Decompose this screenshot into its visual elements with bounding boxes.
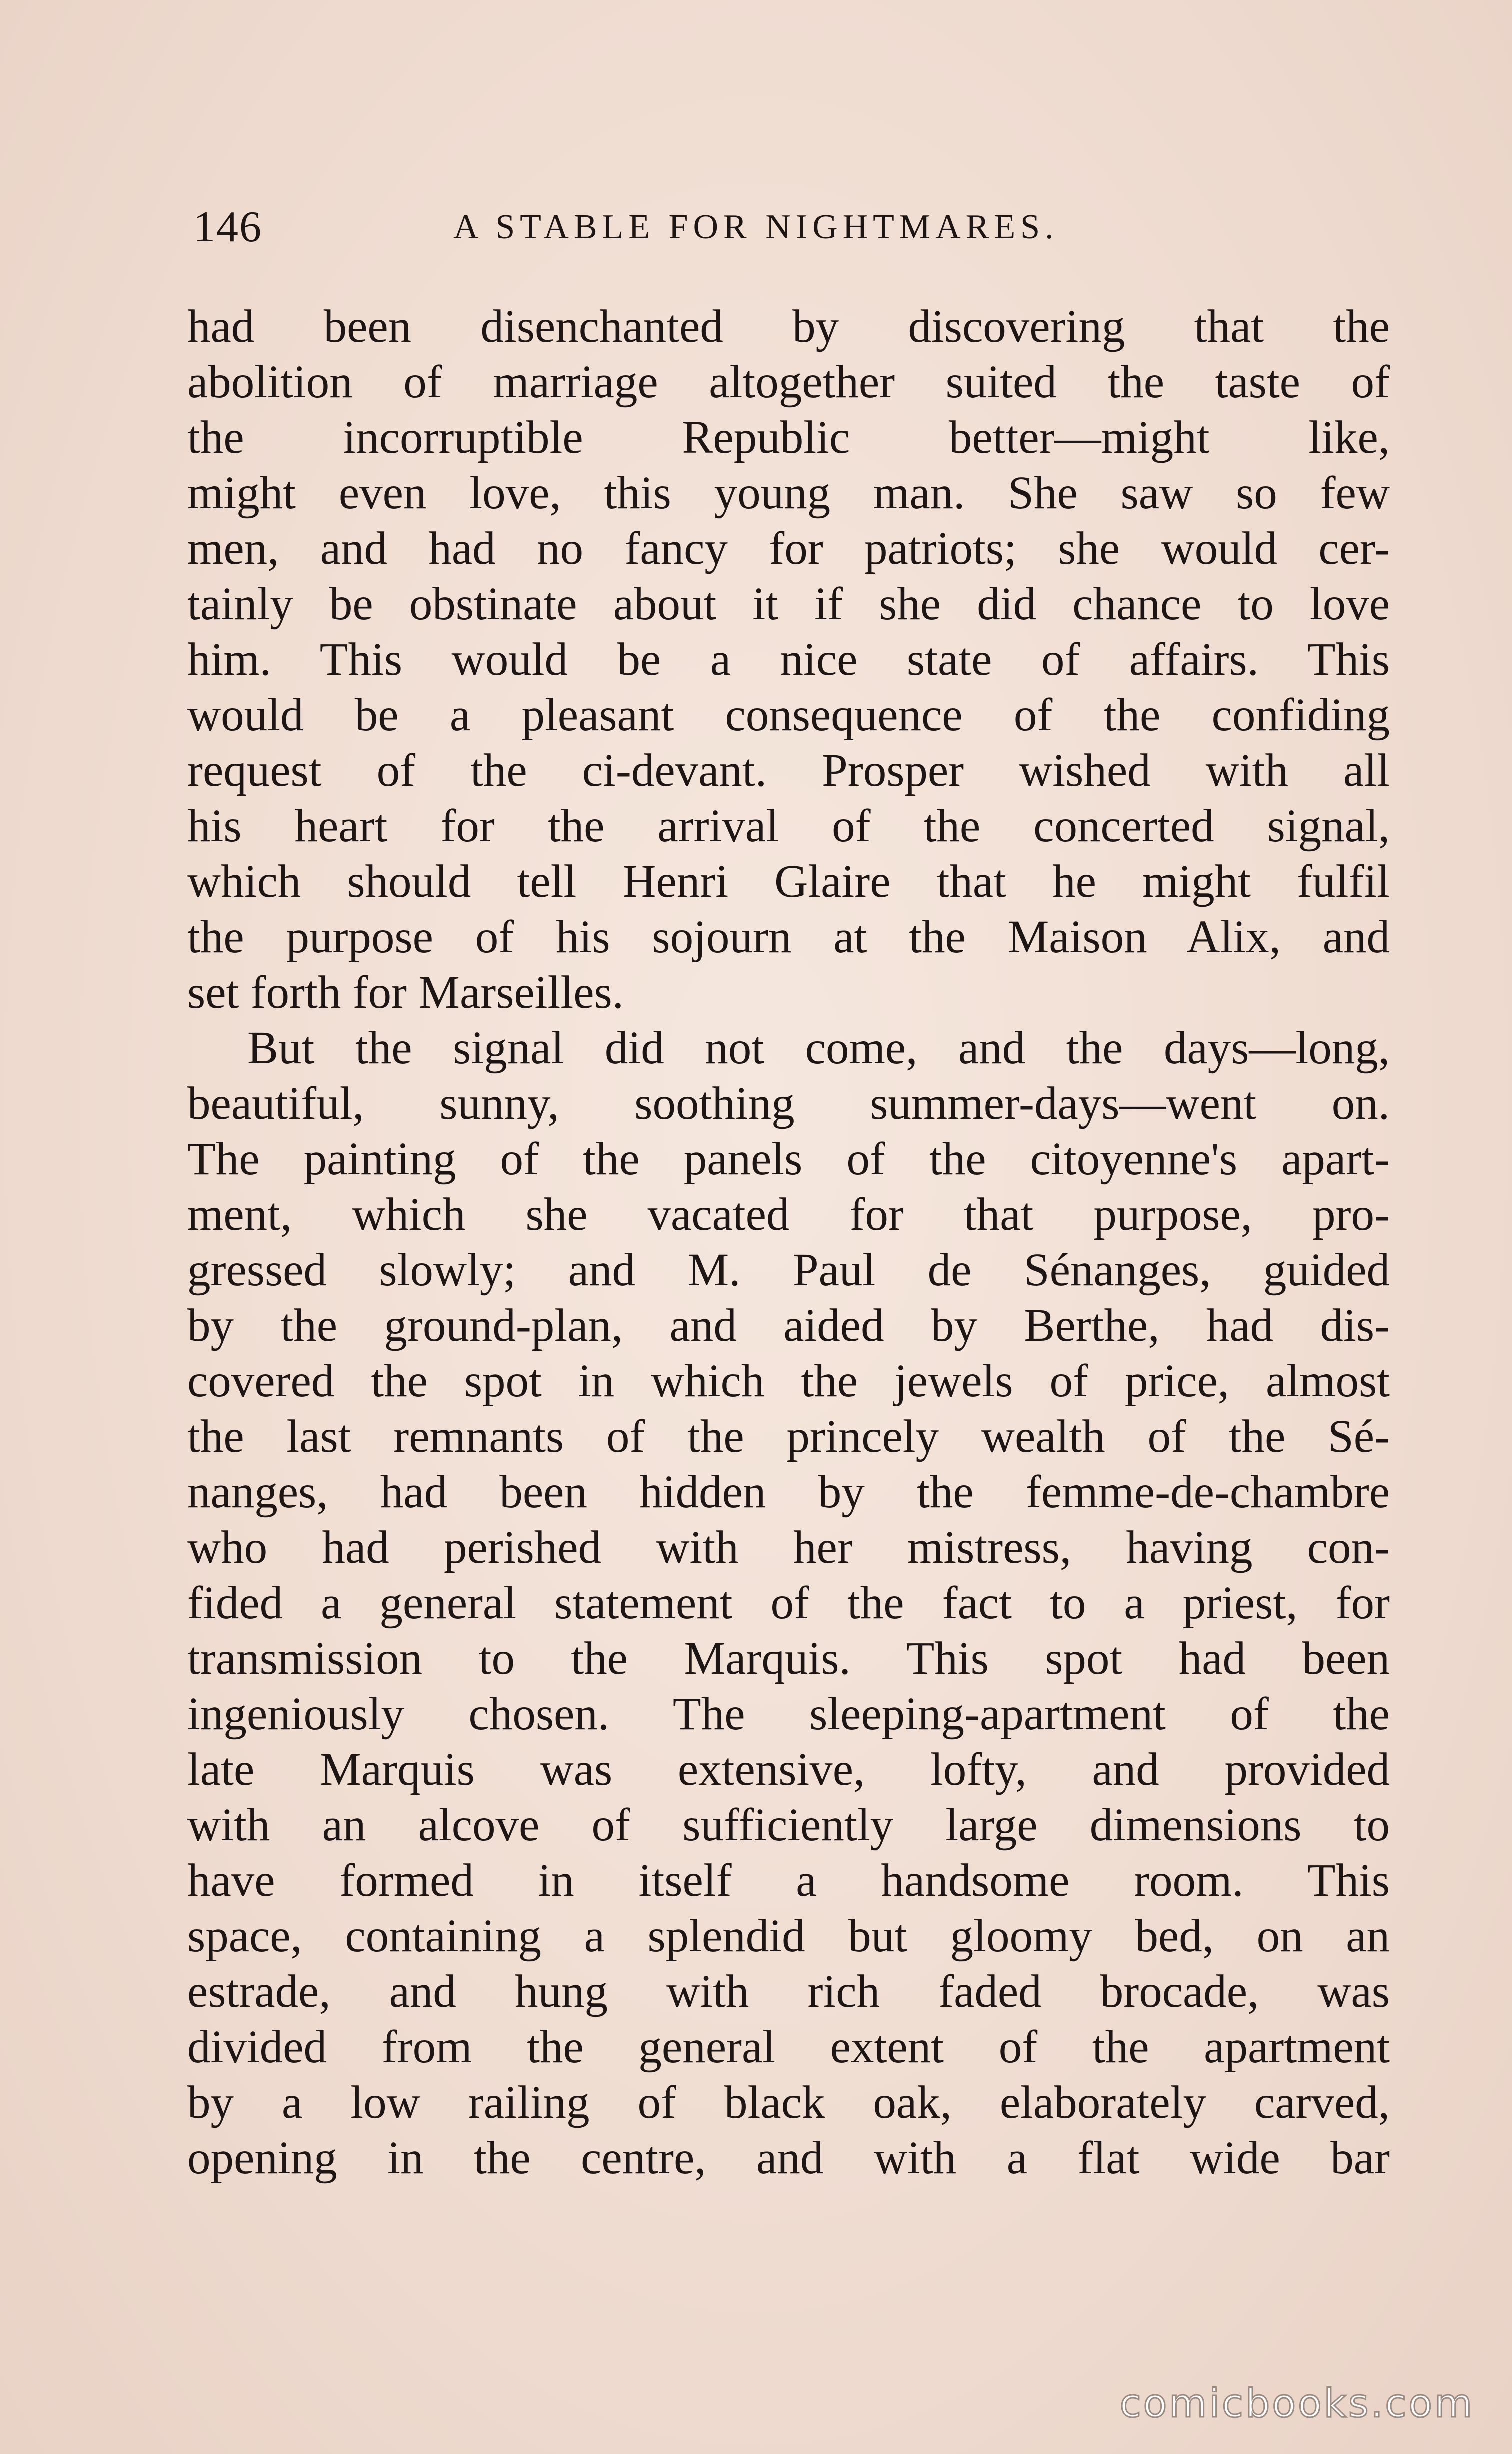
text-line: The painting of the panels of the citoyenne's apart- xyxy=(188,1134,1390,1185)
text-line: late Marquis was extensive, lofty, and provided xyxy=(188,1744,1390,1796)
text-line: him. This would be a nice state of affairs. This xyxy=(188,634,1390,686)
body-text xyxy=(188,299,1390,2186)
text-line: ingeniously chosen. The sleeping-apartment of the xyxy=(188,1688,1390,1740)
text-line: the last remnants of the princely wealth of the Sé- xyxy=(188,1411,1390,1462)
text-line: by a low railing of black oak, elaborately carved, xyxy=(188,2077,1390,2128)
text-line: by the ground-plan, and aided by Berthe, had dis- xyxy=(188,1300,1390,1352)
watermark: comicbooks.com xyxy=(1120,2382,1474,2426)
running-head xyxy=(194,198,1394,258)
text-line: nanges, had been hidden by the femme-de-chambre xyxy=(188,1466,1390,1518)
text-line: tainly be obstinate about it if she did chance to love xyxy=(188,578,1390,630)
text-line: space, containing a splendid but gloomy bed, on an xyxy=(188,1910,1390,1962)
text-line: the purpose of his sojourn at the Maison Alix, and xyxy=(188,912,1390,963)
text-line: divided from the general extent of the apartment xyxy=(188,2022,1390,2073)
text-line: the incorruptible Republic better—might like, xyxy=(188,412,1390,464)
text-line: men, and had no fancy for patriots; she would cer- xyxy=(188,523,1390,574)
text-line: set forth for Marseilles. xyxy=(188,967,624,1018)
text-line: have formed in itself a handsome room. This xyxy=(188,1855,1390,1906)
text-line: ment, which she vacated for that purpose, pro- xyxy=(188,1189,1390,1240)
text-line: beautiful, sunny, soothing summer-days—went on. xyxy=(188,1078,1390,1130)
page-number: 146 xyxy=(194,203,262,252)
text-line: abolition of marriage altogether suited the taste of xyxy=(188,356,1390,408)
text-line: might even love, this young man. She saw so few xyxy=(188,468,1390,519)
text-line: would be a pleasant consequence of the confiding xyxy=(188,690,1390,741)
text-line: which should tell Henri Glaire that he might fulfil xyxy=(188,856,1390,908)
text-line: But the signal did not come, and the days—long, xyxy=(248,1022,1390,1074)
text-line: fided a general statement of the fact to a priest, for xyxy=(188,1578,1390,1629)
text-line: gressed slowly; and M. Paul de Sénanges, guided xyxy=(188,1244,1390,1296)
text-line: estrade, and hung with rich faded brocade, was xyxy=(188,1966,1390,2018)
text-line: request of the ci-devant. Prosper wished with all xyxy=(188,745,1390,796)
running-title: A STABLE FOR NIGHTMARES. xyxy=(454,208,1059,246)
text-line: his heart for the arrival of the concerted signal, xyxy=(188,800,1390,852)
text-line: transmission to the Marquis. This spot had been xyxy=(188,1633,1390,1684)
text-line: opening in the centre, and with a flat wide bar xyxy=(188,2132,1390,2184)
text-line: who had perished with her mistress, having con- xyxy=(188,1522,1390,1574)
text-line: with an alcove of sufficiently large dimensions to xyxy=(188,1800,1390,1851)
text-line: covered the spot in which the jewels of price, almost xyxy=(188,1356,1390,1407)
text-line: had been disenchanted by discovering that the xyxy=(188,301,1390,352)
